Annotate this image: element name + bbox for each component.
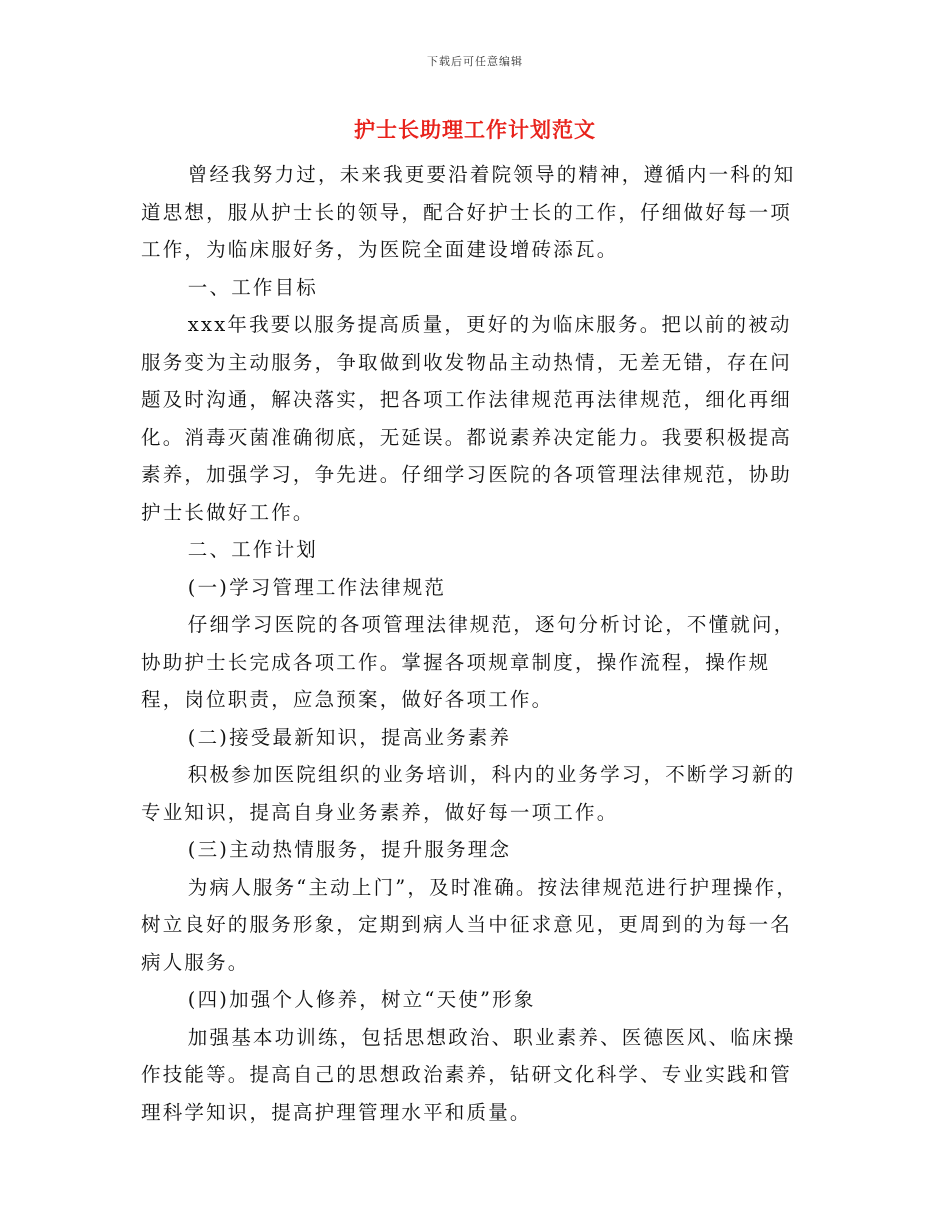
document-title: 护士长助理工作计划范文 — [354, 117, 596, 142]
subheading-4: (四)加强个人修养，树立“天使”形象 — [187, 988, 536, 1011]
section-heading-plan: 二、工作计划 — [187, 538, 318, 561]
subheading-2: (二)接受最新知识，提高业务素养 — [187, 725, 512, 749]
document-body — [141, 156, 813, 1131]
header-note: 下载后可任意编辑 — [427, 55, 523, 68]
section-heading-goals: 一、工作目标 — [187, 275, 318, 299]
goals-paragraph: xxx年我要以服务提高质量，更好的为临床服务。把以前的被动服务变为主动服务，争取做到收发物品主动热情，无差无错，存在问题及时沟通，解决落实，把各项工作法律规范再法律规范，细化再细化。消毒灭菌准确彻底，无延误。都说素养决定能力。我要积极提高素养，加强学习，争先进。仔细学习医院的各项管理法律规范，协助护士长做好工作。 — [141, 313, 793, 524]
intro-paragraph: 曾经我努力过，未来我更要沿着院领导的精神，遵循内一科的知道思想，服从护士长的领导，配合好护士长的工作，仔细做好每一项工作，为临床服好务，为医院全面建设增砖添瓦。 — [141, 163, 796, 261]
subheading-1: (一)学习管理工作法律规范 — [187, 575, 447, 599]
plan-paragraph-3: 为病人服务“主动上门”，及时准确。按法律规范进行护理操作，树立良好的服务形象，定期到病人当中征求意见，更周到的为每一名病人服务。 — [141, 875, 799, 974]
plan-paragraph-4: 加强基本功训练，包括思想政治、职业素养、医德医风、临床操作技能等。提高自己的思想政治素养，钻研文化科学、专业实践和管理科学知识，提高护理管理水平和质量。 — [141, 1025, 796, 1124]
plan-paragraph-1: 仔细学习医院的各项管理法律规范，逐句分析讨论，不懂就问，协助护士长完成各项工作。掌握各项规章制度，操作流程，操作规程，岗位职责，应急预案，做好各项工作。 — [141, 613, 796, 711]
plan-paragraph-2: 积极参加医院组织的业务培训，科内的业务学习，不断学习新的专业知识，提高自身业务素养，做好每一项工作。 — [141, 763, 796, 824]
subheading-3: (三)主动热情服务，提升服务理念 — [187, 838, 512, 861]
